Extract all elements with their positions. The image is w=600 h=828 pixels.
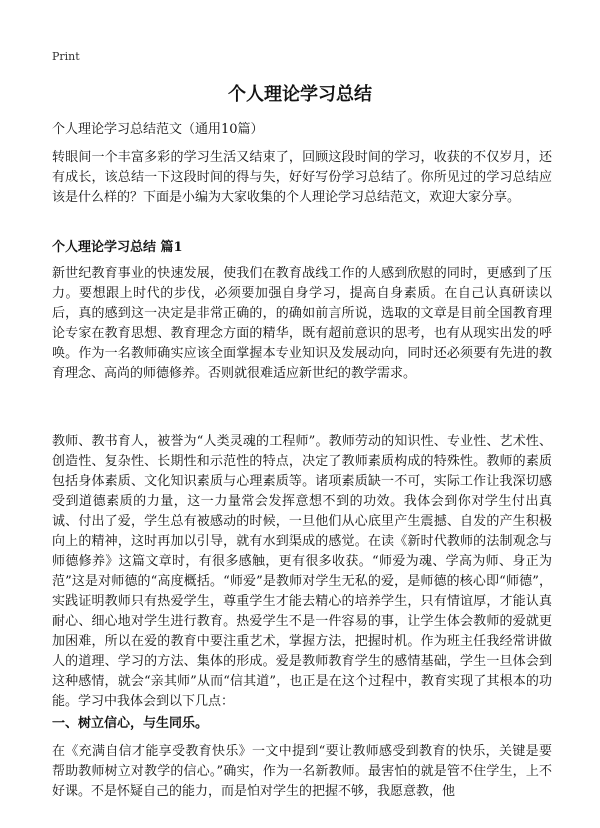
intro-paragraph: 转眼间一个丰富多彩的学习生活又结束了，回顾这段时间的学习，收获的不仅岁月，还有成长，该总结一下这段时间的得与失，好好写份学习总结了。你所见过的学习总结应该是什么样的？下面是小编为大家收集的个人理论学习总结范文，欢迎大家分享。 <box>52 150 552 205</box>
page-title: 个人理论学习总结 <box>228 84 372 105</box>
document-subtitle: 个人理论学习总结范文（通用10篇） <box>52 122 264 137</box>
section-heading-2: 一、树立信心，与生同乐。 <box>52 716 209 731</box>
print-link[interactable]: Print <box>52 50 80 63</box>
section-heading-1: 个人理论学习总结 篇1 <box>52 240 183 255</box>
body-paragraph-2: 教师、教书育人，被誉为“人类灵魂的工程师”。教师劳动的知识性、专业性、艺术性、创造性、复杂性、长期性和示范性的特点，决定了教师素质构成的特殊性。教师的素质包括身体素质、文化知识素质与心理素质等。诸项素质缺一不可，实际工作让我深切感受到道德素质的力量，这一力量常会发挥意想不到的功效。我体会到你对学生付出真诚、付出了爱，学生总有被感动的时候，一旦他们从心底里产生震撼、自发的产生积极向上的精神，这时再加以引导，就有水到渠成的感觉。在读《新时代教师的法制观念与师德修养》这篇文章时，有很多感触，更有很多收获。“师爱为魂、学高为师、身正为范”这是对师德的“高度概括。“师爱”是教师对学生无私的爱，是师德的核心即“师德”，实践证明教师只有热爱学生，尊重学生才能去精心的培养学生，只有情谊厚，才能认真耐心、细心地对学生进行教育。热爱学生不是一件容易的事，让学生体会教师的爱就更加困难，所以在爱的教育中要注重艺术，掌握方法，把握时机。作为班主任我经常讲做人的道理、学习的方法、集体的形成。爱是教师教育学生的感情基础，学生一旦体会到这种感情，就会“亲其师”从而“信其道”，也正是在这个过程中，教育实现了其根本的功能。学习中我体会到以下几点： <box>52 434 552 709</box>
body-paragraph-1: 新世纪教育事业的快速发展，使我们在教育战线工作的人感到欣慰的同时，更感到了压力。要想跟上时代的步伐，必须要加强自身学习，提高自身素质。在自己认真研读以后，真的感到这一决定是非常正确的，的确如前言所说，选取的文章是目前全国教育理论专家在教育思想、教育理念方面的精华，既有超前意识的思考，也有从现实出发的呼唤。作为一名教师确实应该全面掌握本专业知识及发展动向，同时还必须要有先进的教育理念、高尚的师德修养。否则就很难适应新世纪的教学需求。 <box>52 266 552 381</box>
body-paragraph-3: 在《充满自信才能享受教育快乐》一文中提到“要让教师感受到教育的快乐，关键是要帮助教师树立对教学的信心。”确实，作为一名新教师。最害怕的就是管不住学生，上不好课。不是怀疑自己的能力，而是怕对学生的把握不够，我愿意教，他 <box>52 744 552 799</box>
